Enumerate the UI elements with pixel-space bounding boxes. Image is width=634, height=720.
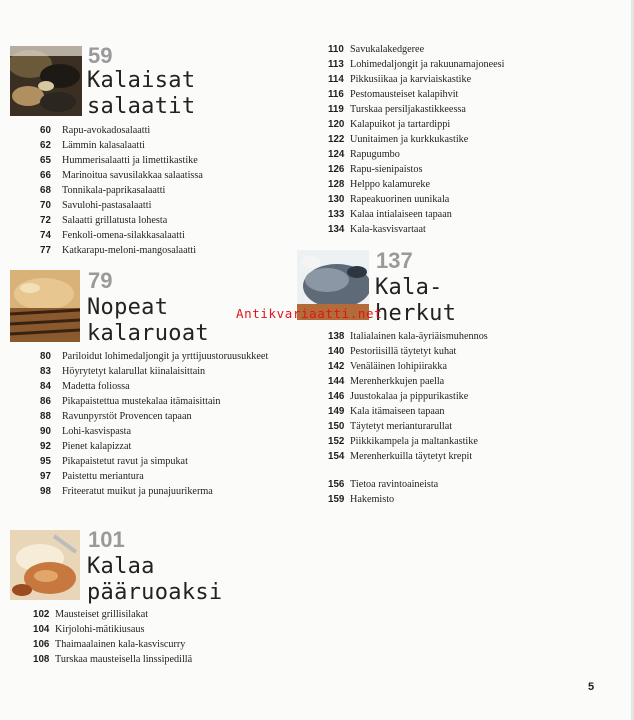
toc-page: 150	[328, 421, 345, 432]
toc-title: Juustokalaa ja pippurikastike	[350, 391, 469, 402]
toc-entry[interactable]	[40, 484, 268, 499]
toc-page: 140	[328, 346, 345, 357]
toc-title: Kala itämaiseen tapaan	[350, 406, 445, 417]
toc-page: 130	[328, 194, 345, 205]
toc-page: 77	[40, 245, 51, 256]
toc-entry[interactable]	[33, 652, 192, 667]
toc-page: 70	[40, 200, 51, 211]
toc-entry[interactable]	[328, 434, 488, 449]
toc-page: 83	[40, 366, 51, 377]
page-number: 5	[588, 681, 595, 693]
toc-entry[interactable]	[328, 147, 504, 162]
toc-entry[interactable]	[40, 379, 268, 394]
toc-title: Katkarapu-meloni-mangosalaatti	[62, 245, 197, 256]
toc-entry[interactable]	[328, 117, 504, 132]
toc-page: 84	[40, 381, 51, 392]
toc-list	[328, 42, 504, 237]
toc-entry[interactable]	[328, 192, 504, 207]
toc-list	[33, 607, 192, 667]
toc-page: 90	[40, 426, 51, 437]
toc-page: 152	[328, 436, 345, 447]
toc-page: 86	[40, 396, 51, 407]
toc-title: Friteeratut muikut ja punajuurikerma	[62, 486, 213, 497]
toc-entry[interactable]	[328, 374, 488, 389]
toc-title: Rapu-sienipaistos	[350, 164, 423, 175]
toc-title: Lämmin kalasalaatti	[62, 140, 145, 151]
toc-page: 65	[40, 155, 51, 166]
toc-entry[interactable]	[40, 454, 268, 469]
toc-page: 122	[328, 134, 345, 145]
toc-page: 104	[33, 624, 50, 635]
toc-entry[interactable]	[40, 364, 268, 379]
section-title: Kala- herkut	[375, 275, 457, 326]
toc-page: 97	[40, 471, 51, 482]
toc-page: 116	[328, 89, 344, 100]
toc-page: 80	[40, 351, 51, 362]
toc-title: Salaatti grillatusta lohesta	[62, 215, 168, 226]
toc-entry[interactable]	[33, 607, 192, 622]
toc-title: Rapu-avokadosalaatti	[62, 125, 151, 136]
toc-entry[interactable]	[40, 394, 268, 409]
toc-title: Pestomausteiset kalapihvit	[350, 89, 459, 100]
toc-page: 88	[40, 411, 51, 422]
toc-title: Kalapuikot ja tartardippi	[350, 119, 451, 130]
toc-title: Helppo kalamureke	[350, 179, 431, 190]
toc-page: 102	[33, 609, 50, 620]
toc-entry[interactable]	[328, 87, 504, 102]
toc-entry[interactable]	[40, 349, 268, 364]
toc-entry[interactable]	[40, 168, 203, 183]
toc-entry[interactable]	[328, 389, 488, 404]
toc-title: Kirjolohi-mätikiusaus	[55, 624, 145, 635]
toc-page: 124	[328, 149, 345, 160]
toc-entry[interactable]	[40, 243, 203, 258]
toc-entry[interactable]	[328, 207, 504, 222]
toc-entry[interactable]	[40, 409, 268, 424]
toc-page: 60	[40, 125, 51, 136]
toc-title: Venäläinen lohipiirakka	[350, 361, 448, 372]
toc-title: Lohimedaljongit ja rakuunamajoneesi	[350, 59, 505, 70]
toc-page: 72	[40, 215, 51, 226]
toc-title: Hakemisto	[350, 494, 395, 505]
toc-title: Piikkikampela ja maltankastike	[350, 436, 478, 447]
toc-title: Ravunpyrstöt Provencen tapaan	[62, 411, 192, 422]
toc-title: Paistettu meriantura	[62, 471, 144, 482]
toc-title: Täytetyt merianturarullat	[350, 421, 453, 432]
toc-entry[interactable]	[328, 419, 488, 434]
toc-entry[interactable]	[40, 469, 268, 484]
toc-title: Tietoa ravintoaineista	[350, 479, 439, 490]
toc-title: Madetta foliossa	[62, 381, 130, 392]
toc-entry[interactable]	[328, 492, 438, 507]
toc-title: Höyrytetyt kalarullat kiinalaisittain	[62, 366, 206, 377]
toc-title: Pikapaistettua mustekalaa itämaisittain	[62, 396, 221, 407]
toc-list	[40, 349, 268, 499]
toc-title: Merenherkkujen paella	[350, 376, 445, 387]
toc-page: 120	[328, 119, 345, 130]
toc-title: Marinoitua savusilakkaa salaatissa	[62, 170, 203, 181]
toc-page: 106	[33, 639, 50, 650]
section-title: Kalaisat salaatit	[87, 68, 196, 119]
toc-page: 74	[40, 230, 51, 241]
toc-entry[interactable]	[40, 228, 203, 243]
watermark: Antikvariaatti.net	[236, 306, 383, 321]
toc-entry[interactable]	[40, 123, 203, 138]
toc-title: Thaimaalainen kala-kasviscurry	[55, 639, 186, 650]
toc-title: Kala-kasvisvartaat	[350, 224, 426, 235]
toc-entry[interactable]	[328, 102, 504, 117]
toc-title: Pariloidut lohimedaljongit ja yrttijuustoruusukkeet	[62, 351, 269, 362]
toc-title: Merenherkuilla täytetyt krepit	[350, 451, 473, 462]
toc-page: 154	[328, 451, 345, 462]
toc-title: Rapeakuorinen uunikala	[350, 194, 450, 205]
toc-list	[328, 477, 438, 507]
toc-title: Pikkusiikaa ja karviaiskastike	[350, 74, 472, 85]
toc-entry[interactable]	[328, 329, 488, 344]
toc-page: 119	[328, 104, 344, 115]
toc-page: 114	[328, 74, 344, 85]
toc-entry[interactable]	[328, 222, 504, 237]
toc-page: 126	[328, 164, 345, 175]
toc-entry[interactable]	[328, 42, 504, 57]
toc-page: 156	[328, 479, 345, 490]
toc-title: Kalaa intialaiseen tapaan	[350, 209, 452, 220]
section-thumbnail-fish-dish	[10, 530, 80, 600]
toc-entry[interactable]	[40, 183, 203, 198]
toc-entry[interactable]	[328, 477, 438, 492]
toc-page: 95	[40, 456, 51, 467]
toc-page: 128	[328, 179, 345, 190]
toc-title: Savulohi-pastasalaatti	[62, 200, 152, 211]
toc-entry[interactable]	[40, 153, 203, 168]
toc-title: Italialainen kala-äyriäismuhennos	[350, 331, 488, 342]
toc-title: Turskaa persiljakastikkeessa	[350, 104, 466, 115]
toc-entry[interactable]	[328, 359, 488, 374]
section-page-number: 137	[376, 248, 413, 273]
toc-entry[interactable]	[328, 57, 504, 72]
toc-entry[interactable]	[328, 404, 488, 419]
toc-title: Pienet kalapizzat	[62, 441, 132, 452]
toc-page: 134	[328, 224, 345, 235]
toc-page: 133	[328, 209, 345, 220]
toc-entry[interactable]	[33, 622, 192, 637]
toc-entry[interactable]	[328, 162, 504, 177]
toc-list	[40, 123, 203, 258]
toc-page: 66	[40, 170, 51, 181]
toc-entry[interactable]	[328, 132, 504, 147]
toc-page: 92	[40, 441, 51, 452]
toc-page: 138	[328, 331, 345, 342]
toc-entry[interactable]	[40, 198, 203, 213]
toc-title: Lohi-kasvispasta	[62, 426, 132, 437]
toc-title: Uunitaimen ja kurkkukastike	[350, 134, 469, 145]
toc-entry[interactable]	[328, 449, 488, 464]
toc-entry[interactable]	[40, 138, 203, 153]
section-page-number: 101	[88, 527, 125, 552]
toc-page: 149	[328, 406, 345, 417]
toc-entry[interactable]	[40, 439, 268, 454]
section-thumbnail-grilled-fish	[10, 270, 80, 342]
toc-page: 62	[40, 140, 51, 151]
section-page-number: 79	[88, 268, 113, 293]
toc-page: 113	[328, 59, 344, 70]
toc-entry[interactable]	[40, 424, 268, 439]
toc-title: Fenkoli-omena-silakkasalaatti	[62, 230, 185, 241]
toc-entry[interactable]	[328, 344, 488, 359]
toc-entry[interactable]	[328, 177, 504, 192]
toc-title: Turskaa mausteisella linssipedillä	[55, 654, 193, 665]
toc-page: 159	[328, 494, 345, 505]
section-page-number: 59	[88, 43, 113, 68]
toc-title: Savukalakedgeree	[350, 44, 425, 55]
toc-title: Hummerisalaatti ja limettikastike	[62, 155, 198, 166]
toc-page: 68	[40, 185, 51, 196]
toc-title: Mausteiset grillisilakat	[55, 609, 149, 620]
toc-entry[interactable]	[328, 72, 504, 87]
toc-entry[interactable]	[40, 213, 203, 228]
toc-title: Pikapaistetut ravut ja simpukat	[62, 456, 188, 467]
toc-page: 142	[328, 361, 345, 372]
section-thumbnail-mussels	[10, 46, 82, 116]
toc-page: 110	[328, 44, 344, 55]
toc-page: 108	[33, 654, 50, 665]
toc-page: 98	[40, 486, 51, 497]
toc-title: Pestoriisillä täytetyt kuhat	[350, 346, 457, 357]
toc-list	[328, 329, 488, 464]
section-title: Kalaa pääruoaksi	[87, 554, 223, 605]
toc-page: 146	[328, 391, 345, 402]
toc-page: 144	[328, 376, 345, 387]
toc-title: Tonnikala-paprikasalaatti	[62, 185, 166, 196]
section-title: Nopeat kalaruoat	[87, 295, 209, 346]
toc-title: Rapugumbo	[350, 149, 400, 160]
toc-entry[interactable]	[33, 637, 192, 652]
